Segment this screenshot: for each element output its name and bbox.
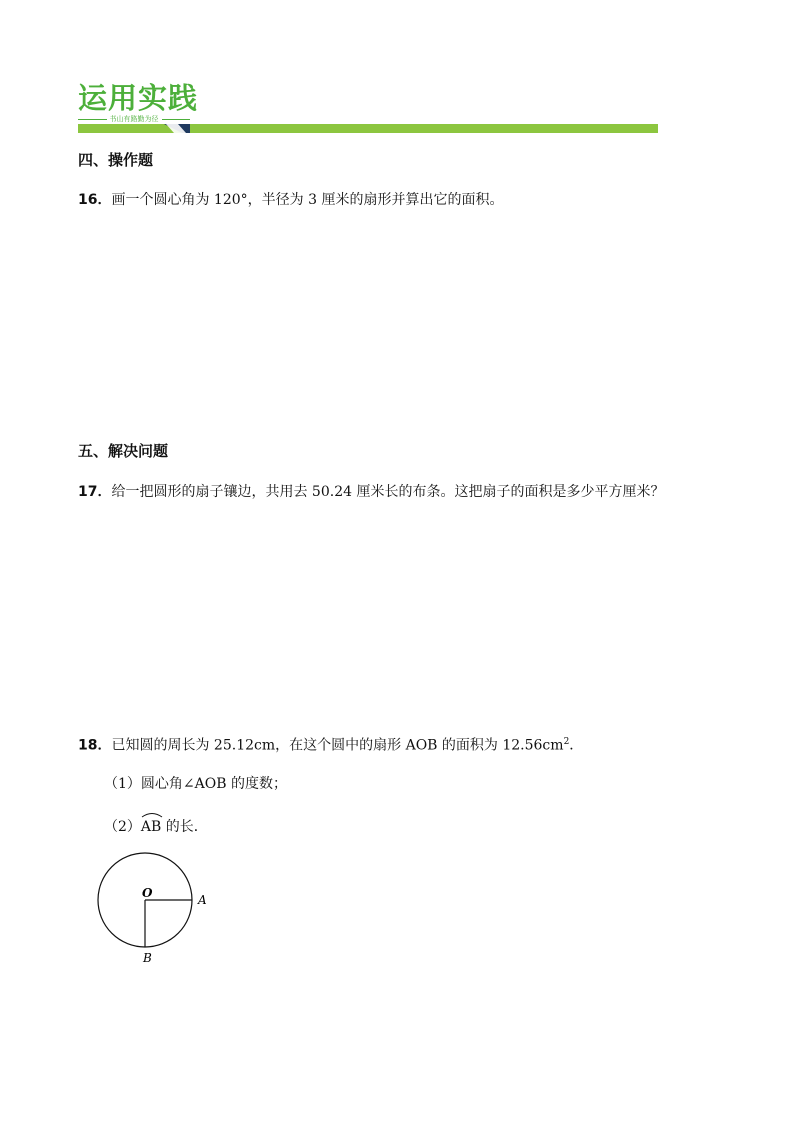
arc-mark-icon (141, 812, 163, 818)
label-b: B (143, 951, 152, 965)
question-17-number: 17． (78, 484, 112, 500)
question-18-superscript: 2 (563, 737, 570, 747)
banner-bar (78, 124, 658, 133)
banner-rule-right (162, 119, 191, 120)
question-18-part-1: （1）圆心角∠AOB 的度数； (104, 776, 287, 792)
question-18-text-end: ． (569, 737, 584, 754)
question-18-part-2 (104, 815, 208, 837)
label-a: A (198, 893, 207, 907)
banner-rule-left (78, 119, 107, 120)
section-heading-operation: 四、操作题 (78, 151, 154, 169)
part-2-prefix: （2） (104, 819, 141, 835)
question-16 (78, 190, 503, 210)
question-18-number: 18． (78, 737, 112, 754)
question-16-text: 画一个圆心角为 120°，半径为 3 厘米的扇形并算出它的面积。 (111, 192, 504, 208)
banner-subtitle-text: 书山有路勤为径 (109, 115, 159, 123)
circle-figure (96, 852, 222, 974)
part-2-suffix: 的长． (165, 819, 208, 835)
arc-ab-label: AB (140, 819, 162, 835)
question-17-text: 给一把圆形的扇子镶边，共用去 50.24 厘米长的布条。这把扇子的面积是多少平方厘米？ (111, 484, 665, 500)
banner-subtitle (78, 114, 190, 124)
section-banner (78, 80, 658, 136)
section-heading-problem-solving: 五、解决问题 (78, 442, 169, 460)
question-18 (78, 732, 583, 756)
question-17 (78, 482, 664, 502)
label-o: O (142, 886, 153, 900)
question-16-number: 16． (78, 192, 112, 208)
banner-title: 运用实践 (78, 81, 199, 115)
arc-ab-symbol (141, 815, 161, 837)
question-18-text: 已知圆的周长为 25.12cm，在这个圆中的扇形 AOB 的面积为 12.56cm (111, 737, 564, 754)
